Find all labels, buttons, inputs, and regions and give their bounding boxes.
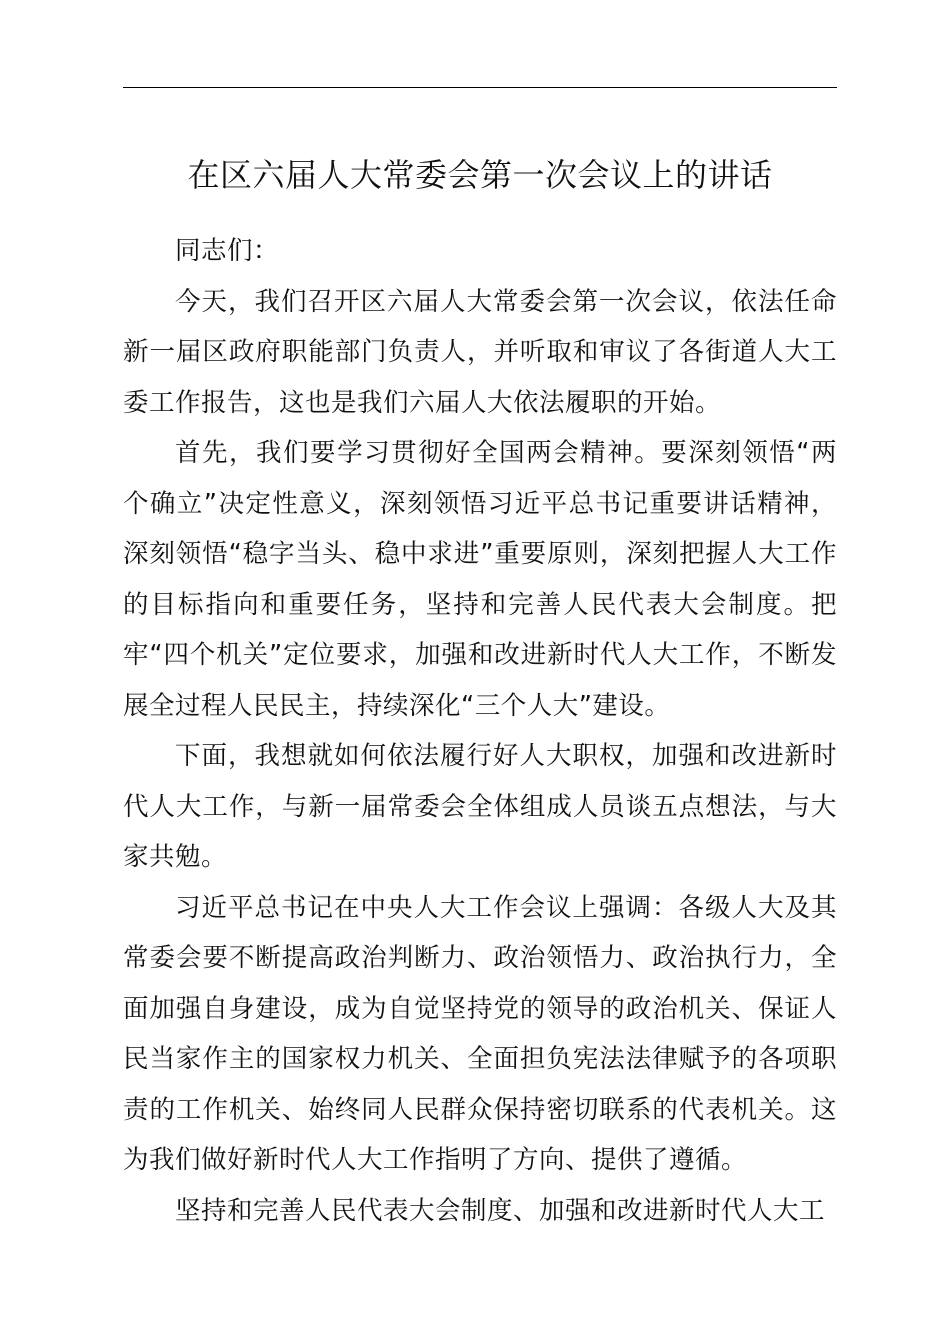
body-paragraph: 今天，我们召开区六届人大常委会第一次会议，依法任命新一届区政府职能部门负责人，并听取和审议了各街道人大工委工作报告，这也是我们六届人大依法履职的开始。 xyxy=(123,286,837,418)
salutation-paragraph: 同志们： xyxy=(175,236,280,266)
body-paragraph: 下面，我想就如何依法履行好人大职权，加强和改进新时代人大工作，与新一届常委会全体组成人员谈五点想法，与大家共勉。 xyxy=(123,741,837,872)
header-rule xyxy=(123,87,837,88)
document-title: 在区六届人大常委会第一次会议上的讲话 xyxy=(187,156,773,194)
body-paragraph: 习近平总书记在中央人大工作会议上强调：各级人大及其常委会要不断提高政治判断力、政治领悟力、政治执行力，全面加强自身建设，成为自觉坚持党的领导的政治机关、保证人民当家作主的国家权力机关、全面担负宪法法律赋予的各项职责的工作机关、始终同人民群众保持密切联系的代表机关。这为我们做好新时代人大工作指明了方向、提供了遵循。 xyxy=(123,892,837,1175)
document-body xyxy=(123,226,837,1236)
body-paragraph: 坚持和完善人民代表大会制度、加强和改进新时代人大工 xyxy=(175,1195,826,1226)
body-paragraph: 首先，我们要学习贯彻好全国两会精神。要深刻领悟“两个确立”决定性意义，深刻领悟习近平总书记重要讲话精神，深刻领悟“稳字当头、稳中求进”重要原则，深刻把握人大工作的目标指向和重要任务，坚持和完善人民代表大会制度。把牢“四个机关”定位要求，加强和改进新时代人大工作，不断发展全过程人民民主，持续深化“三个人大”建设。 xyxy=(123,438,837,721)
